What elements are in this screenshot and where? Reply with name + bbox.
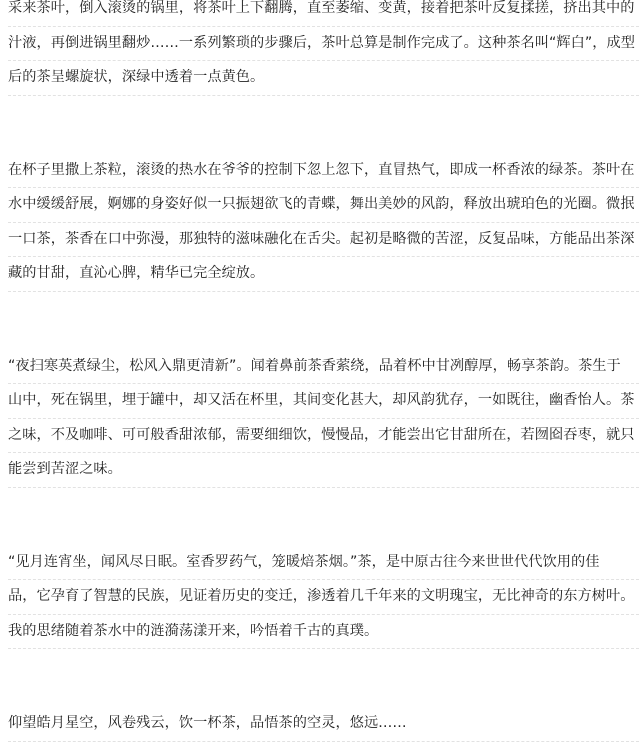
text-line: 采来茶叶，倒入滚烫的锅里，将茶叶上下翻腾，直至萎缩、变黄，接着把茶叶反复揉搓，挤出其中的: [8, 0, 639, 27]
text-line: 在杯子里撒上茶粒，滚烫的热水在爷爷的控制下忽上忽下，直冒热气，即成一杯香浓的绿茶。茶叶在: [8, 154, 639, 189]
text-line: 我的思绪随着茶水中的涟漪荡漾开来，吟悟着千古的真璞。: [8, 615, 639, 650]
paragraph-spacer: [0, 649, 643, 707]
text-line: 水中缓缓舒展，婀娜的身姿好似一只振翅欲飞的青蝶，舞出美妙的风韵，释放出琥珀色的光圈。微抿: [8, 188, 639, 223]
paragraph-spacer: [0, 292, 643, 350]
text-line: 之味，不及咖啡、可可般香甜浓郁，需要细细饮，慢慢品，才能尝出它甘甜所在，若囫囵吞枣，就只: [8, 419, 639, 454]
paragraph: [0, 0, 643, 96]
text-line: 品，它孕育了智慧的民族，见证着历史的变迁，渗透着几千年来的文明瑰宝，无比神奇的东方树叶。: [8, 580, 639, 615]
paragraph: [0, 707, 643, 742]
text-line: “夜扫寒英煮绿尘，松风入鼎更清新”。闻着鼻前茶香萦绕，品着杯中甘冽醇厚，畅享茶韵。茶生于: [8, 350, 639, 385]
text-line: 后的茶呈螺旋状，深绿中透着一点黄色。: [8, 61, 639, 96]
text-line: 一口茶，茶香在口中弥漫，那独特的滋味融化在舌尖。起初是略微的苦涩，反复品味，方能品出茶深: [8, 223, 639, 258]
paragraph-spacer: [0, 96, 643, 154]
text-line: 山中，死在锅里，埋于罐中，却又活在杯里，其间变化甚大，却风韵犹存，一如既往，幽香怡人。茶: [8, 384, 639, 419]
paragraph: [0, 546, 643, 650]
paragraph: [0, 154, 643, 292]
paragraph-spacer: [0, 488, 643, 546]
text-line: 汁液，再倒进锅里翻炒……一系列繁琐的步骤后，茶叶总算是制作完成了。这种茶名叫“辉白”，成型: [8, 27, 639, 62]
text-line: 仰望皓月星空，风卷残云，饮一杯茶，品悟茶的空灵，悠远……: [8, 707, 639, 742]
paragraph: [0, 350, 643, 488]
text-line: 藏的甘甜，直沁心脾，精华已完全绽放。: [8, 257, 639, 292]
text-line: 能尝到苦涩之味。: [8, 453, 639, 488]
text-line: “见月连宵坐，闻风尽日眠。室香罗药气，笼暖焙茶烟。”茶，是中原古往今来世世代代饮用的佳: [8, 546, 639, 581]
